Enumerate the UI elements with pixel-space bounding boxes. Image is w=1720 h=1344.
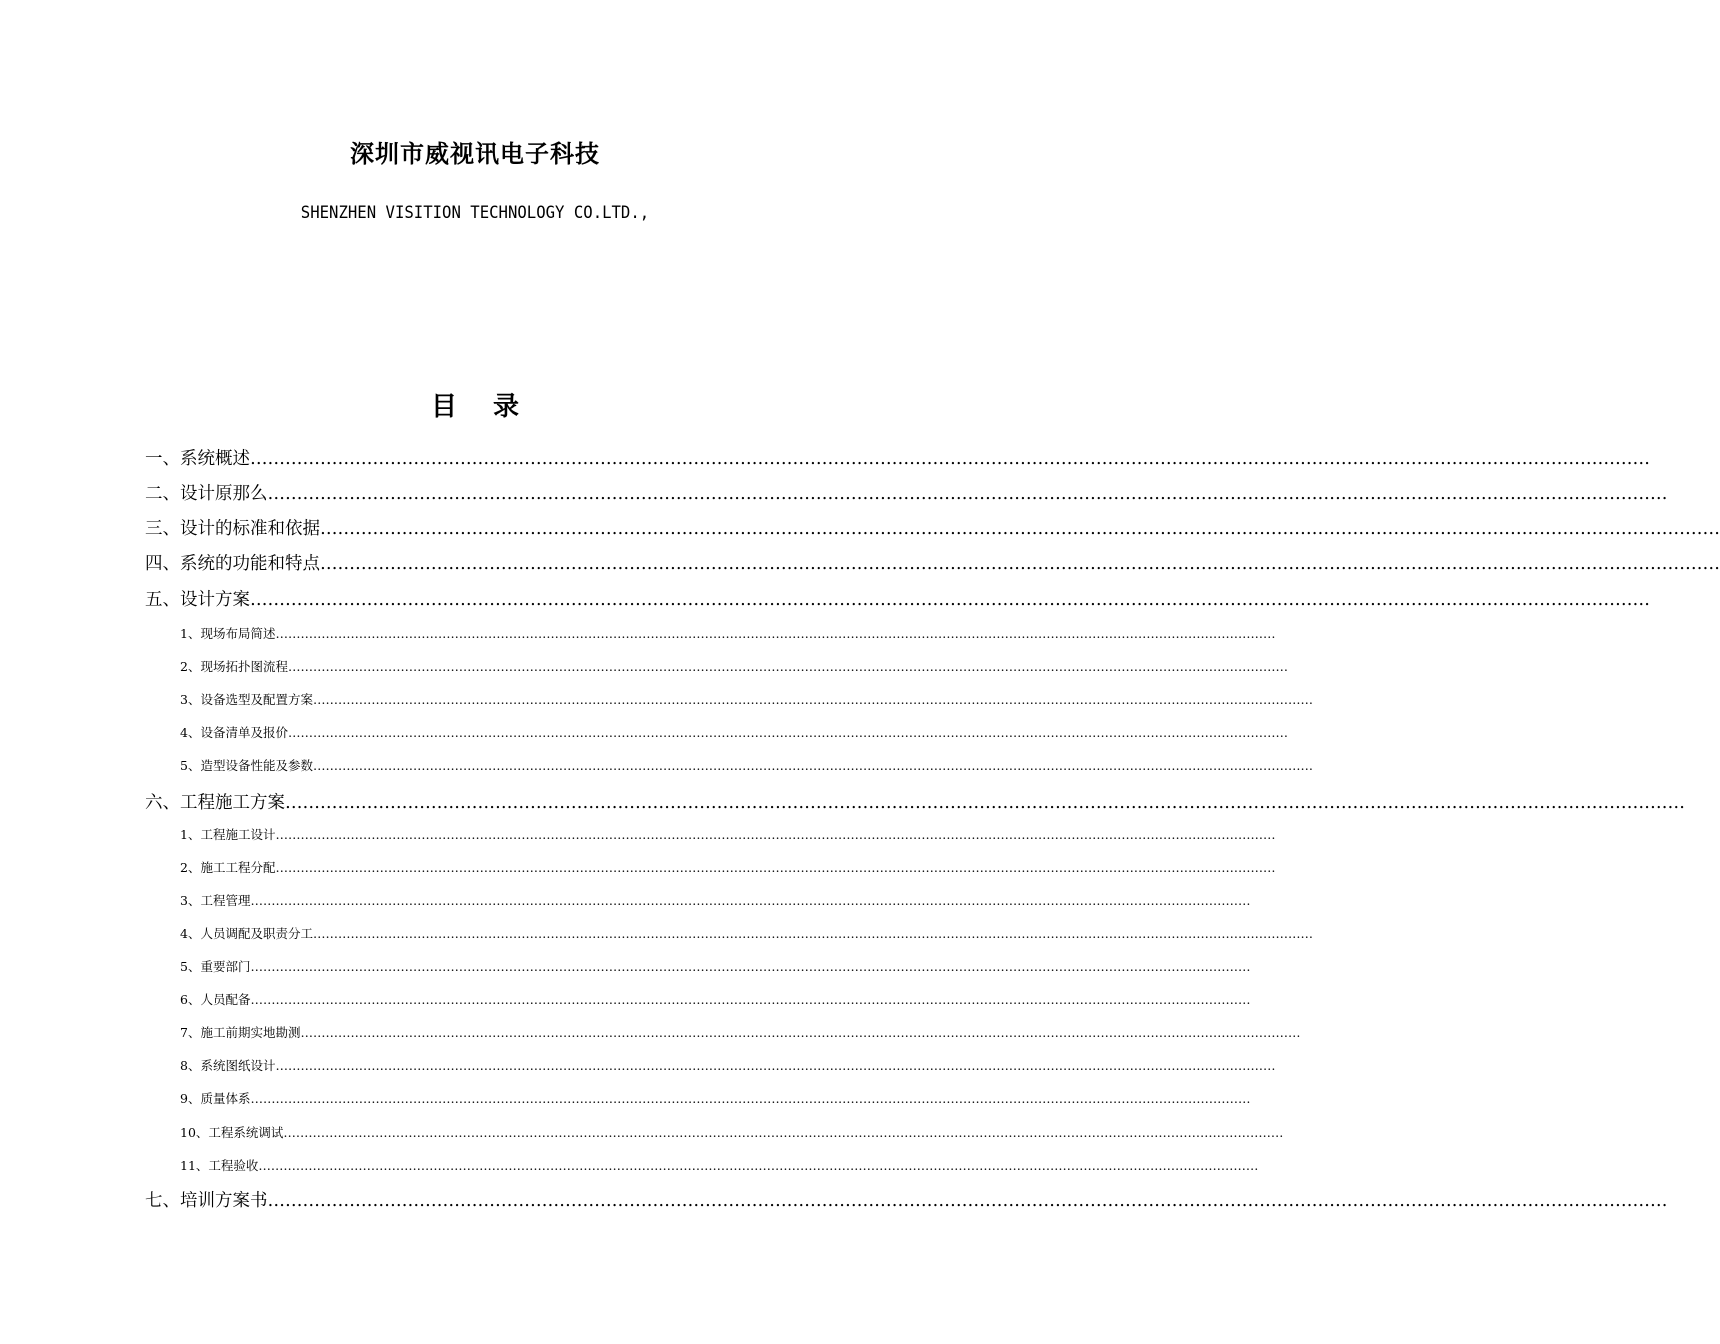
toc-entry-label: 5、重要部门 [180,959,251,974]
toc-dot-leader: …………………………………………………………………………………………………………………………………………………………………………………………………………………… [250,959,1251,974]
toc-dot-leader: …………………………………………………………………………………………………………………………………………………………………………………………………………………… [300,1025,1301,1040]
toc-section-entry [180,957,1251,975]
toc-dot-leader: …………………………………………………………………………………………………………………………………………………………………………………………………………………… [287,659,1288,674]
toc-entry-label: 10、工程系统调试 [180,1125,284,1140]
toc-dot-leader: …………………………………………………………………………………………………………………………………………………………………………………………………………………… [250,590,1650,610]
toc-section-entry [180,723,1288,741]
toc-entry-label: 11、工程验收 [180,1158,259,1173]
toc-section-entry [180,756,1313,774]
toc-chapter-entry [145,515,1720,539]
toc-section-entry [180,1123,1284,1141]
toc-chapter-entry [145,789,1685,813]
toc-entry-label: 五、设计方案 [145,590,250,610]
toc-dot-leader: …………………………………………………………………………………………………………………………………………………………………………………………………………………… [250,449,1650,469]
toc-dot-leader: …………………………………………………………………………………………………………………………………………………………………………………………………………………… [275,1058,1276,1073]
toc-entry-label: 6、人员配备 [180,992,251,1007]
toc-entry-label: 一、系统概述 [145,449,250,469]
toc-section-entry [180,924,1313,942]
toc-entry-label: 3、工程管理 [180,893,251,908]
company-name-chinese: 深圳市威视讯电子科技 [350,139,600,168]
toc-chapter-entry [145,1187,1668,1211]
toc-section-entry [180,1023,1301,1041]
toc-section-entry [180,624,1276,642]
toc-dot-leader: …………………………………………………………………………………………………………………………………………………………………………………………………………………… [320,554,1720,574]
toc-entry-label: 7、施工前期实地勘测 [180,1025,301,1040]
toc-entry-label: 三、设计的标准和依据 [145,519,320,539]
toc-section-entry [180,690,1313,708]
toc-title [0,386,950,423]
toc-title-char: 目 [430,392,457,422]
toc-entry-label: 二、设计原那么 [145,484,268,504]
toc-section-entry [180,1056,1276,1074]
toc-entry-label: 七、培训方案书 [145,1191,268,1211]
toc-dot-leader: …………………………………………………………………………………………………………………………………………………………………………………………………………………… [312,926,1313,941]
toc-entry-label: 4、人员调配及职责分工 [180,926,313,941]
toc-chapter-entry [145,480,1668,504]
toc-dot-leader: …………………………………………………………………………………………………………………………………………………………………………………………………………………… [312,758,1313,773]
toc-chapter-entry [145,445,1650,469]
toc-dot-leader: …………………………………………………………………………………………………………………………………………………………………………………………………………………… [312,692,1313,707]
toc-entry-label: 5、造型设备性能及参数 [180,758,313,773]
toc-section-entry [180,891,1251,909]
toc-dot-leader: …………………………………………………………………………………………………………………………………………………………………………………………………………………… [320,519,1720,539]
toc-title-char: 录 [493,392,520,422]
toc-dot-leader: …………………………………………………………………………………………………………………………………………………………………………………………………………………… [258,1158,1259,1173]
toc-chapter-entry [145,550,1720,574]
toc-dot-leader: …………………………………………………………………………………………………………………………………………………………………………………………………………………… [250,1091,1251,1106]
toc-dot-leader: …………………………………………………………………………………………………………………………………………………………………………………………………………………… [275,827,1276,842]
toc-entry-label: 3、设备选型及配置方案 [180,692,313,707]
toc-section-entry [180,858,1276,876]
toc-section-entry [180,990,1251,1008]
toc-dot-leader: …………………………………………………………………………………………………………………………………………………………………………………………………………………… [285,793,1685,813]
toc-entry-label: 1、工程施工设计 [180,827,276,842]
toc-entry-label: 8、系统图纸设计 [180,1058,276,1073]
toc-entry-label: 2、施工工程分配 [180,860,276,875]
toc-dot-leader: …………………………………………………………………………………………………………………………………………………………………………………………………………………… [250,893,1251,908]
toc-dot-leader: …………………………………………………………………………………………………………………………………………………………………………………………………………………… [267,484,1668,504]
toc-dot-leader: …………………………………………………………………………………………………………………………………………………………………………………………………………………… [275,626,1276,641]
toc-entry-label: 2、现场拓扑图流程 [180,659,288,674]
toc-section-entry [180,1089,1251,1107]
toc-chapter-entry [145,586,1650,610]
toc-entry-label: 1、现场布局简述 [180,626,276,641]
toc-entry-label: 四、系统的功能和特点 [145,554,320,574]
toc-section-entry [180,657,1288,675]
toc-dot-leader: …………………………………………………………………………………………………………………………………………………………………………………………………………………… [267,1191,1668,1211]
company-name-english: SHENZHEN VISITION TECHNOLOGY CO.LTD., [300,203,650,223]
toc-entry-label: 六、工程施工方案 [145,793,285,813]
toc-dot-leader: …………………………………………………………………………………………………………………………………………………………………………………………………………………… [250,992,1251,1007]
toc-dot-leader: …………………………………………………………………………………………………………………………………………………………………………………………………………………… [287,725,1288,740]
toc-section-entry [180,1156,1259,1174]
toc-entry-label: 9、质量体系 [180,1091,251,1106]
toc-dot-leader: …………………………………………………………………………………………………………………………………………………………………………………………………………………… [283,1125,1284,1140]
toc-entry-label: 4、设备清单及报价 [180,725,288,740]
toc-dot-leader: …………………………………………………………………………………………………………………………………………………………………………………………………………………… [275,860,1276,875]
toc-section-entry [180,825,1276,843]
